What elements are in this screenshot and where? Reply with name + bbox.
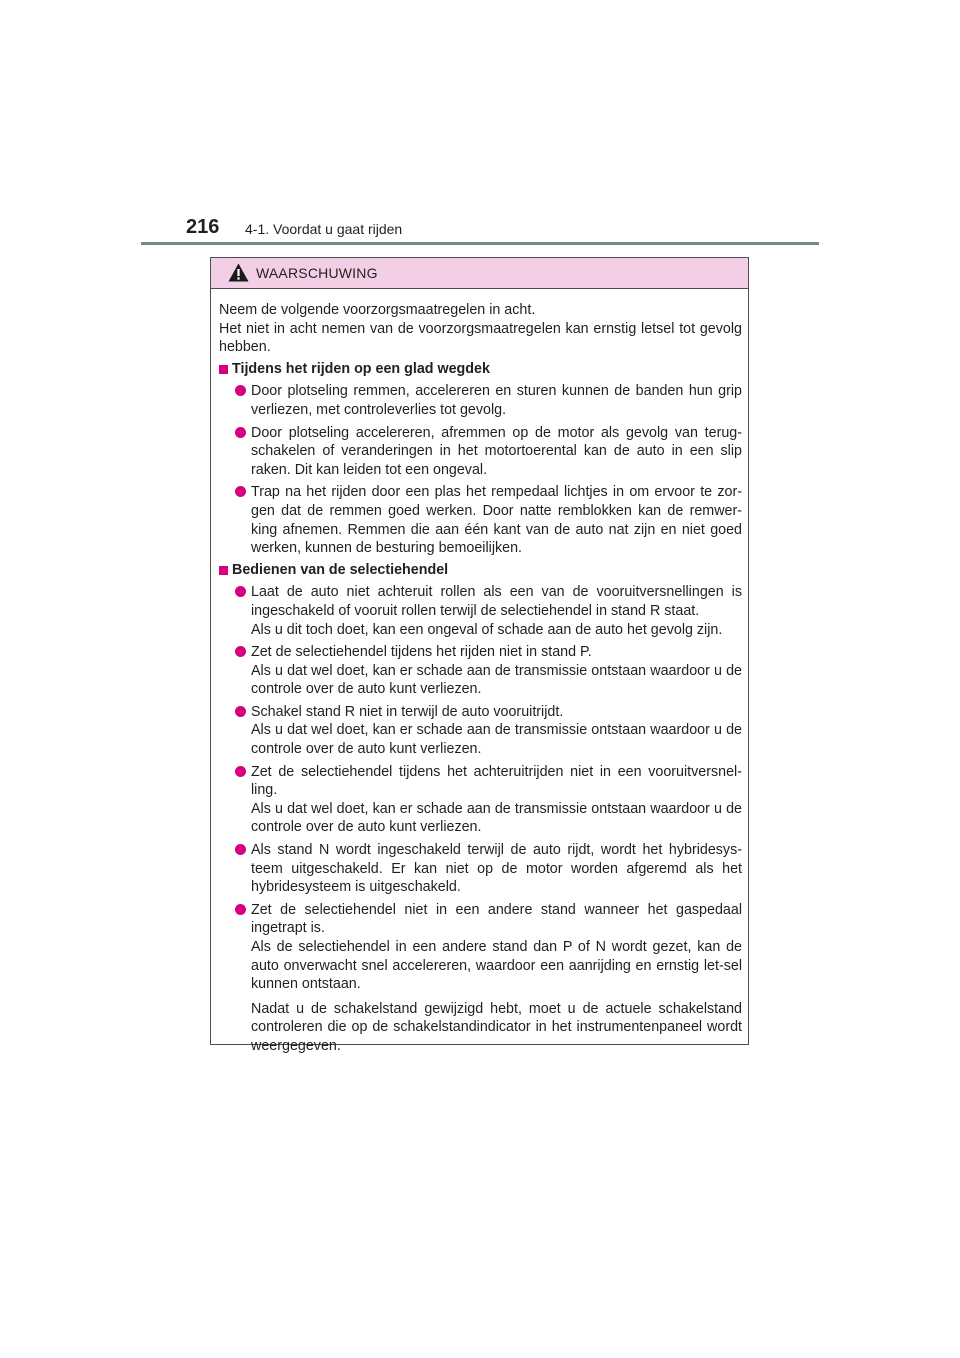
warning-body	[211, 289, 748, 1056]
list-item-text: Trap na het rijden door een plas het rempedaal lichtjes in om ervoor te zor-gen dat de remmen goed werken. Door natte remblokken kan de remwer-king afnemen. Remmen die aan één kant van de auto nat zijn en niet goed werken, kunnen de besturing bemoeilijken.	[251, 484, 742, 557]
circle-bullet-icon	[235, 766, 246, 777]
list-item-text: Door plotseling accelereren, afremmen op de motor als gevolg van terug-schakelen of veranderingen in het motortoerental kan de auto in een slip raken. Dit kan leiden tot een ongeval.	[251, 424, 742, 478]
warning-triangle-icon	[228, 263, 249, 282]
list-item	[219, 424, 742, 480]
circle-bullet-icon	[235, 427, 246, 438]
list-item	[219, 901, 742, 994]
list-item-text: Door plotseling remmen, accelereren en sturen kunnen de banden hun grip verliezen, met controleverlies tot gevolg.	[251, 383, 742, 418]
circle-bullet-icon	[235, 844, 246, 855]
warning-title: WAARSCHUWING	[256, 265, 378, 281]
section-heading-slippery-road	[219, 360, 742, 379]
list-item-text: Laat de auto niet achteruit rollen als een van de vooruitversnellingen is ingeschakeld of vooruit rollen terwijl de selectiehendel in stand R staat.	[251, 584, 742, 619]
section-title: 4-1. Voordat u gaat rijden	[245, 221, 403, 237]
circle-bullet-icon	[235, 646, 246, 657]
circle-bullet-icon	[235, 385, 246, 396]
list-item-text: Als de selectiehendel in een andere stand dan P of N wordt gezet, kan de auto onverwacht snel accelereren, waardoor een aanrijding en ernstig let-sel kunnen ontstaan.	[251, 939, 742, 993]
section-heading-text: Bedienen van de selectiehendel	[232, 561, 449, 578]
warning-intro	[219, 301, 742, 357]
list-item	[219, 583, 742, 639]
square-bullet-icon	[219, 365, 228, 374]
list-item	[219, 703, 742, 759]
header-rule	[141, 242, 819, 245]
warning-box	[210, 257, 749, 1054]
list-item	[219, 763, 742, 837]
list-item-text: Schakel stand R niet in terwijl de auto vooruitrijdt.	[251, 703, 564, 720]
list-item-text: Als u dit toch doet, kan een ongeval of schade aan de auto het gevolg zijn.	[251, 621, 723, 638]
list-item-text: Zet de selectiehendel niet in een andere stand wanneer het gaspedaal ingetrapt is.	[251, 901, 742, 937]
section-heading-text: Tijdens het rijden op een glad wegdek	[232, 360, 490, 377]
warning-header	[211, 258, 748, 289]
list-item-text: Als u dat wel doet, kan er schade aan de transmissie ontstaan waardoor u de controle over de auto kunt verliezen.	[251, 722, 742, 758]
page-number: 216	[186, 216, 220, 238]
intro-line: Het niet in acht nemen van de voorzorgsmaatregelen kan ernstig letsel tot gevolg hebben.	[219, 320, 742, 356]
closing-paragraph: Nadat u de schakelstand gewijzigd hebt, moet u de actuele schakelstand controleren die op de schakelstandindicator in het instrumentenpaneel wordt weergegeven.	[251, 1000, 742, 1054]
circle-bullet-icon	[235, 486, 246, 497]
list-item-text: Als u dat wel doet, kan er schade aan de transmissie ontstaan waardoor u de controle over de auto kunt verliezen.	[251, 800, 742, 836]
list-item-text: Als u dat wel doet, kan er schade aan de transmissie ontstaan waardoor u de controle over de auto kunt verliezen.	[251, 662, 742, 698]
list-item	[219, 841, 742, 897]
list-item-text: Zet de selectiehendel tijdens het rijden niet in stand P.	[251, 644, 592, 661]
intro-line: Neem de volgende voorzorgsmaatregelen in acht.	[219, 302, 536, 318]
list-item-text: Als stand N wordt ingeschakeld terwijl de auto rijdt, wordt het hybridesys-teem uitgeschakeld. Er kan niet op de motor worden afgeremd als het hybridesysteem is uitgeschakeld.	[251, 842, 742, 896]
circle-bullet-icon	[235, 586, 246, 597]
square-bullet-icon	[219, 566, 228, 575]
list-item	[219, 382, 742, 419]
circle-bullet-icon	[235, 904, 246, 915]
section-heading-selector-lever	[219, 561, 742, 580]
list-item	[219, 483, 742, 557]
circle-bullet-icon	[235, 706, 246, 717]
list-item-text: Zet de selectiehendel tijdens het achteruitrijden niet in een vooruitversnel-ling.	[251, 763, 742, 799]
list-item	[219, 643, 742, 699]
